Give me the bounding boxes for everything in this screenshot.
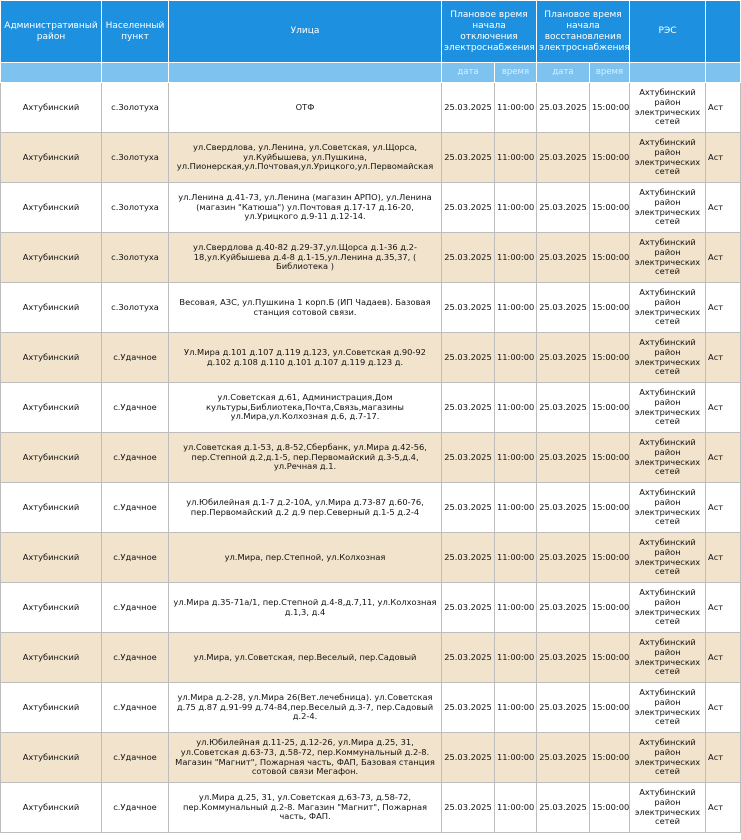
table-row [1,83,741,133]
cell-on-date: 25.03.2025 [537,733,590,783]
cell-street: ул.Мира, ул.Советская, пер.Веселый, пер.Садовый [169,633,442,683]
cell-on-date: 25.03.2025 [537,483,590,533]
cell-street: ул.Мира д.2-28, ул.Мира 26(Вет.лечебница). ул.Советская д.75 д.87 д.91-99 д.74-84,пер.Веселый д.3-7, пер.Садовый д.2-4. [169,683,442,733]
cell-extra: Аст [706,283,741,333]
cell-off-time: 11:00:00 [495,283,537,333]
cell-on-time: 15:00:00 [590,83,630,133]
cell-on-date: 25.03.2025 [537,283,590,333]
cell-off-date: 25.03.2025 [442,233,495,283]
cell-off-date: 25.03.2025 [442,283,495,333]
cell-off-time: 11:00:00 [495,783,537,833]
subheader-on-date: дата [537,63,590,83]
cell-district: Ахтубинский [1,783,102,833]
cell-on-time: 15:00:00 [590,433,630,483]
cell-district: Ахтубинский [1,133,102,183]
table-row [1,633,741,683]
cell-settlement: с.Золотуха [102,83,169,133]
subheader-off-date: дата [442,63,495,83]
cell-off-date: 25.03.2025 [442,383,495,433]
subheader-blank [630,63,706,83]
cell-street: Ул.Мира д.101 д.107 д.119 д.123, ул.Советская д.90-92 д.102 д.108 д.110 д.101 д.107 д.119 д.123 д. [169,333,442,383]
cell-off-date: 25.03.2025 [442,783,495,833]
cell-res: Ахтубинский район электрических сетей [630,533,706,583]
cell-settlement: с.Удачное [102,433,169,483]
cell-res: Ахтубинский район электрических сетей [630,333,706,383]
cell-on-date: 25.03.2025 [537,233,590,283]
cell-off-date: 25.03.2025 [442,333,495,383]
cell-settlement: с.Золотуха [102,283,169,333]
cell-res: Ахтубинский район электрических сетей [630,783,706,833]
cell-extra: Аст [706,783,741,833]
cell-street: ул.Свердлова, ул.Ленина, ул.Советская, ул.Щорса, ул.Куйбышева, ул.Пушкина, ул.Пионерская,ул.Почтовая,ул.Урицкого,ул.Первомайская [169,133,442,183]
cell-on-time: 15:00:00 [590,233,630,283]
cell-district: Ахтубинский [1,183,102,233]
cell-district: Ахтубинский [1,83,102,133]
cell-off-date: 25.03.2025 [442,133,495,183]
cell-settlement: с.Удачное [102,683,169,733]
cell-street: ул.Мира д.25, 31, ул.Советская д.63-73, д.58-72, пер.Коммунальный д.2-8. Магазин "Магнит", Пожарная часть, ФАП. [169,783,442,833]
cell-res: Ахтубинский район электрических сетей [630,183,706,233]
cell-extra: Аст [706,183,741,233]
cell-on-time: 15:00:00 [590,333,630,383]
cell-district: Ахтубинский [1,233,102,283]
cell-off-date: 25.03.2025 [442,683,495,733]
subheader-blank [102,63,169,83]
cell-settlement: с.Удачное [102,383,169,433]
cell-off-date: 25.03.2025 [442,633,495,683]
cell-extra: Аст [706,733,741,783]
cell-on-time: 15:00:00 [590,533,630,583]
cell-on-time: 15:00:00 [590,633,630,683]
cell-district: Ахтубинский [1,583,102,633]
cell-district: Ахтубинский [1,733,102,783]
cell-on-date: 25.03.2025 [537,83,590,133]
cell-off-time: 11:00:00 [495,683,537,733]
cell-on-date: 25.03.2025 [537,433,590,483]
cell-on-date: 25.03.2025 [537,183,590,233]
cell-off-date: 25.03.2025 [442,433,495,483]
table-row [1,333,741,383]
cell-extra: Аст [706,433,741,483]
cell-res: Ахтубинский район электрических сетей [630,633,706,683]
cell-street: ОТФ [169,83,442,133]
cell-off-date: 25.03.2025 [442,83,495,133]
cell-res: Ахтубинский район электрических сетей [630,483,706,533]
cell-off-date: 25.03.2025 [442,533,495,583]
cell-res: Ахтубинский район электрических сетей [630,733,706,783]
cell-district: Ахтубинский [1,533,102,583]
table-row [1,583,741,633]
cell-settlement: с.Удачное [102,333,169,383]
cell-settlement: с.Удачное [102,633,169,683]
cell-extra: Аст [706,83,741,133]
cell-settlement: с.Удачное [102,783,169,833]
cell-on-date: 25.03.2025 [537,583,590,633]
cell-res: Ахтубинский район электрических сетей [630,233,706,283]
cell-extra: Аст [706,533,741,583]
cell-res: Ахтубинский район электрических сетей [630,133,706,183]
cell-district: Ахтубинский [1,633,102,683]
cell-off-time: 11:00:00 [495,433,537,483]
cell-on-time: 15:00:00 [590,583,630,633]
cell-on-time: 15:00:00 [590,683,630,733]
cell-res: Ахтубинский район электрических сетей [630,683,706,733]
cell-on-time: 15:00:00 [590,133,630,183]
cell-extra: Аст [706,133,741,183]
header-res: РЭС [630,1,706,63]
cell-off-time: 11:00:00 [495,83,537,133]
cell-street: ул.Мира д.35-71а/1, пер.Степной д.4-8,д.7,11, ул.Колхозная д.1,3, д.4 [169,583,442,633]
table-row [1,383,741,433]
table-row [1,533,741,583]
table-row [1,733,741,783]
cell-street: ул.Свердлова д.40-82 д.29-37,ул.Щорса д.1-36 д.2-18,ул.Куйбышева д.4-8 д.1-15,ул.Ленина д.35,37, ( Библиотека ) [169,233,442,283]
cell-street: ул.Советская д.61, Администрация,Дом культуры,Библиотека,Почта,Связь,магазины ул.Мира,ул.Колхозная д.6, д.7-17. [169,383,442,433]
cell-settlement: с.Удачное [102,583,169,633]
header-extra [706,1,741,63]
header-off-time: Плановое время начала отключения электроснабжения [442,1,537,63]
cell-extra: Аст [706,483,741,533]
cell-on-date: 25.03.2025 [537,683,590,733]
cell-district: Ахтубинский [1,333,102,383]
cell-off-time: 11:00:00 [495,583,537,633]
cell-street: ул.Ленина д.41-73, ул.Ленина (магазин АРПО), ул.Ленина (магазин "Катюша") ул.Почтовая д.17-17 д.16-20, ул.Урицкого д.9-11 д.12-14. [169,183,442,233]
table-row [1,683,741,733]
cell-off-time: 11:00:00 [495,383,537,433]
cell-off-date: 25.03.2025 [442,483,495,533]
cell-on-time: 15:00:00 [590,783,630,833]
cell-district: Ахтубинский [1,283,102,333]
subheader-on-time: время [590,63,630,83]
cell-extra: Аст [706,383,741,433]
cell-street: ул.Юбилейная д.1-7 д.2-10А, ул.Мира д.73-87 д.60-76, пер.Первомайский д.2 д.9 пер.Северный д.1-5 д.2-4 [169,483,442,533]
cell-off-date: 25.03.2025 [442,183,495,233]
cell-extra: Аст [706,683,741,733]
table-row [1,483,741,533]
subheader-blank [706,63,741,83]
cell-on-time: 15:00:00 [590,283,630,333]
cell-district: Ахтубинский [1,433,102,483]
cell-off-time: 11:00:00 [495,483,537,533]
cell-off-time: 11:00:00 [495,333,537,383]
subheader-blank [1,63,102,83]
cell-settlement: с.Удачное [102,733,169,783]
subheader-blank [169,63,442,83]
cell-extra: Аст [706,233,741,283]
cell-extra: Аст [706,333,741,383]
cell-on-time: 15:00:00 [590,383,630,433]
cell-on-time: 15:00:00 [590,733,630,783]
cell-district: Ахтубинский [1,383,102,433]
cell-settlement: с.Удачное [102,533,169,583]
cell-on-date: 25.03.2025 [537,783,590,833]
cell-res: Ахтубинский район электрических сетей [630,583,706,633]
table-row [1,133,741,183]
cell-on-date: 25.03.2025 [537,333,590,383]
table-row [1,783,741,833]
cell-on-time: 15:00:00 [590,483,630,533]
cell-extra: Аст [706,633,741,683]
cell-off-time: 11:00:00 [495,183,537,233]
header-on-time: Плановое время начала восстановления электроснабжения [537,1,630,63]
cell-on-date: 25.03.2025 [537,383,590,433]
cell-off-time: 11:00:00 [495,233,537,283]
table-row [1,233,741,283]
cell-on-date: 25.03.2025 [537,633,590,683]
cell-settlement: с.Золотуха [102,133,169,183]
header-settlement: Населенный пункт [102,1,169,63]
table-row [1,433,741,483]
cell-extra: Аст [706,583,741,633]
cell-street: ул.Советская д.1-53, д.8-52,Сбербанк, ул.Мира д.42-56, пер.Степной д.2,д.1-5, пер.Первомайский д.3-5,д.4, ул.Речная д.1. [169,433,442,483]
cell-street: ул.Юбилейная д.11-25, д.12-26, ул.Мира д.25, 31, ул.Советская д.63-73, д.58-72, пер.Коммунальный д.2-8. Магазин "Магнит", Пожарная часть, ФАП, Базовая станция сотовой связи Мегафон. [169,733,442,783]
table-row [1,183,741,233]
cell-off-time: 11:00:00 [495,533,537,583]
header-street: Улица [169,1,442,63]
cell-res: Ахтубинский район электрических сетей [630,433,706,483]
subheader-off-time: время [495,63,537,83]
table-row [1,283,741,333]
cell-district: Ахтубинский [1,483,102,533]
table-header [1,1,741,83]
cell-off-time: 11:00:00 [495,733,537,783]
cell-res: Ахтубинский район электрических сетей [630,383,706,433]
cell-on-date: 25.03.2025 [537,133,590,183]
cell-settlement: с.Удачное [102,483,169,533]
cell-on-time: 15:00:00 [590,183,630,233]
cell-res: Ахтубинский район электрических сетей [630,283,706,333]
cell-settlement: с.Золотуха [102,183,169,233]
cell-off-time: 11:00:00 [495,633,537,683]
cell-on-date: 25.03.2025 [537,533,590,583]
cell-off-date: 25.03.2025 [442,583,495,633]
cell-district: Ахтубинский [1,683,102,733]
table-body [1,83,741,833]
cell-settlement: с.Золотуха [102,233,169,283]
cell-res: Ахтубинский район электрических сетей [630,83,706,133]
cell-off-date: 25.03.2025 [442,733,495,783]
header-district: Административный район [1,1,102,63]
cell-street: Весовая, АЗС, ул.Пушкина 1 корп.Б (ИП Чадаев). Базовая станция сотовой связи. [169,283,442,333]
cell-street: ул.Мира, пер.Степной, ул.Колхозная [169,533,442,583]
cell-off-time: 11:00:00 [495,133,537,183]
